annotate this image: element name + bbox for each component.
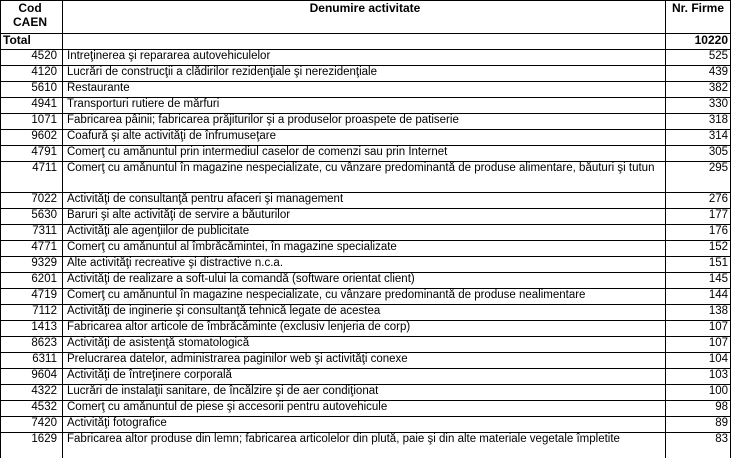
table-row (1, 289, 731, 305)
caen-code: 4711 (1, 162, 63, 193)
firm-count: 104 (666, 353, 731, 369)
activity-name: Fabricarea pâinii; fabricarea prăjiturilor şi a produselor proaspete de patiserie (63, 114, 666, 130)
caen-code: 7022 (1, 193, 63, 209)
column-header-code: Cod CAEN (1, 1, 63, 34)
total-label: Total (1, 34, 63, 50)
total-empty-cell (63, 34, 666, 50)
activity-name: Comerţ cu amănuntul în magazine nespecializate, cu vânzare predominantă de produse alimentare, băuturi şi tutun (63, 162, 666, 193)
table-row (1, 146, 731, 162)
table-row (1, 114, 731, 130)
firm-count: 314 (666, 130, 731, 146)
activity-name: Activităţi ale agenţiilor de publicitate (63, 225, 666, 241)
activity-name: Activităţi de asistenţă stomatologică (63, 337, 666, 353)
caen-code: 7112 (1, 305, 63, 321)
activity-name: Prelucrarea datelor, administrarea paginilor web şi activităţi conexe (63, 353, 666, 369)
total-row (1, 34, 731, 50)
activity-name: Fabricarea altor articole de îmbrăcăminte (exclusiv lenjeria de corp) (63, 321, 666, 337)
table-row (1, 193, 731, 209)
firm-count: 330 (666, 98, 731, 114)
column-header-name: Denumire activitate (63, 1, 666, 34)
caen-code: 4120 (1, 66, 63, 82)
caen-code: 4322 (1, 385, 63, 401)
table-body (1, 34, 731, 458)
table-row (1, 257, 731, 273)
activity-name: Activităţi fotografice (63, 417, 666, 433)
table-row (1, 98, 731, 114)
firm-count: 103 (666, 369, 731, 385)
firm-count: 295 (666, 162, 731, 193)
table-row (1, 337, 731, 353)
activity-name: Coafură şi alte activităţi de înfrumuseţare (63, 130, 666, 146)
activity-name: Lucrări de construcţii a clădirilor rezidenţiale şi nerezidenţiale (63, 66, 666, 82)
table-row (1, 50, 731, 66)
table-row (1, 241, 731, 257)
firm-count: 382 (666, 82, 731, 98)
activity-name: Transporturi rutiere de mărfuri (63, 98, 666, 114)
firm-count: 145 (666, 273, 731, 289)
activity-name: Alte activităţi recreative şi distractive n.c.a. (63, 257, 666, 273)
caen-code: 4532 (1, 401, 63, 417)
table-row (1, 162, 731, 193)
activity-name: Întreţinerea şi repararea autovehiculelor (63, 50, 666, 66)
activity-name: Fabricarea altor produse din lemn; fabricarea articolelor din plută, paie şi din alte materiale vegetale împletite (63, 433, 666, 458)
table-row (1, 385, 731, 401)
caen-code: 4941 (1, 98, 63, 114)
activity-name: Lucrări de instalaţii sanitare, de încălzire şi de aer condiţionat (63, 385, 666, 401)
table-row (1, 433, 731, 458)
firm-count: 107 (666, 321, 731, 337)
total-count: 10220 (666, 34, 731, 50)
firm-count: 318 (666, 114, 731, 130)
caen-code: 5610 (1, 82, 63, 98)
activity-name: Activităţi de consultanţă pentru afaceri şi management (63, 193, 666, 209)
caen-code: 6201 (1, 273, 63, 289)
table-row (1, 353, 731, 369)
firm-count: 151 (666, 257, 731, 273)
column-header-count: Nr. Firme (666, 1, 731, 34)
caen-code: 6311 (1, 353, 63, 369)
caen-code: 4771 (1, 241, 63, 257)
activity-name: Activităţi de realizare a soft-ului la comandă (software orientat client) (63, 273, 666, 289)
firm-count: 152 (666, 241, 731, 257)
caen-code: 7311 (1, 225, 63, 241)
activity-name: Comerţ cu amănuntul în magazine nespecializate, cu vânzare predominantă de produse nealimentare (63, 289, 666, 305)
firm-count: 138 (666, 305, 731, 321)
table-row (1, 225, 731, 241)
caen-code: 4520 (1, 50, 63, 66)
firm-count: 83 (666, 433, 731, 458)
table-row (1, 417, 731, 433)
table-header-row (1, 1, 731, 34)
activity-name: Comerţ cu amănuntul de piese şi accesorii pentru autovehicule (63, 401, 666, 417)
firm-count: 276 (666, 193, 731, 209)
caen-code: 9329 (1, 257, 63, 273)
table-row (1, 369, 731, 385)
firm-count: 439 (666, 66, 731, 82)
table-row (1, 321, 731, 337)
firm-count: 144 (666, 289, 731, 305)
firm-count: 107 (666, 337, 731, 353)
table-row (1, 130, 731, 146)
caen-code: 9602 (1, 130, 63, 146)
activity-name: Comerţ cu amănuntul al îmbrăcămintei, în magazine specializate (63, 241, 666, 257)
table-row (1, 66, 731, 82)
firm-count: 525 (666, 50, 731, 66)
activity-name: Activităţi de inginerie şi consultanţă tehnică legate de acestea (63, 305, 666, 321)
firm-count: 98 (666, 401, 731, 417)
firm-count: 176 (666, 225, 731, 241)
table-row (1, 305, 731, 321)
caen-code: 4719 (1, 289, 63, 305)
caen-code: 9604 (1, 369, 63, 385)
activity-name: Activităţi de întreţinere corporală (63, 369, 666, 385)
table-row (1, 209, 731, 225)
caen-code: 1413 (1, 321, 63, 337)
caen-code: 5630 (1, 209, 63, 225)
table-row (1, 82, 731, 98)
caen-code: 4791 (1, 146, 63, 162)
activity-name: Restaurante (63, 82, 666, 98)
caen-code: 8623 (1, 337, 63, 353)
caen-code: 1071 (1, 114, 63, 130)
activity-name: Comerţ cu amănuntul prin intermediul caselor de comenzi sau prin Internet (63, 146, 666, 162)
firm-count: 89 (666, 417, 731, 433)
table-row (1, 273, 731, 289)
caen-code: 7420 (1, 417, 63, 433)
firm-count: 305 (666, 146, 731, 162)
activity-name: Baruri şi alte activităţi de servire a băuturilor (63, 209, 666, 225)
caen-code: 1629 (1, 433, 63, 458)
table-row (1, 401, 731, 417)
firm-count: 100 (666, 385, 731, 401)
firm-count: 177 (666, 209, 731, 225)
